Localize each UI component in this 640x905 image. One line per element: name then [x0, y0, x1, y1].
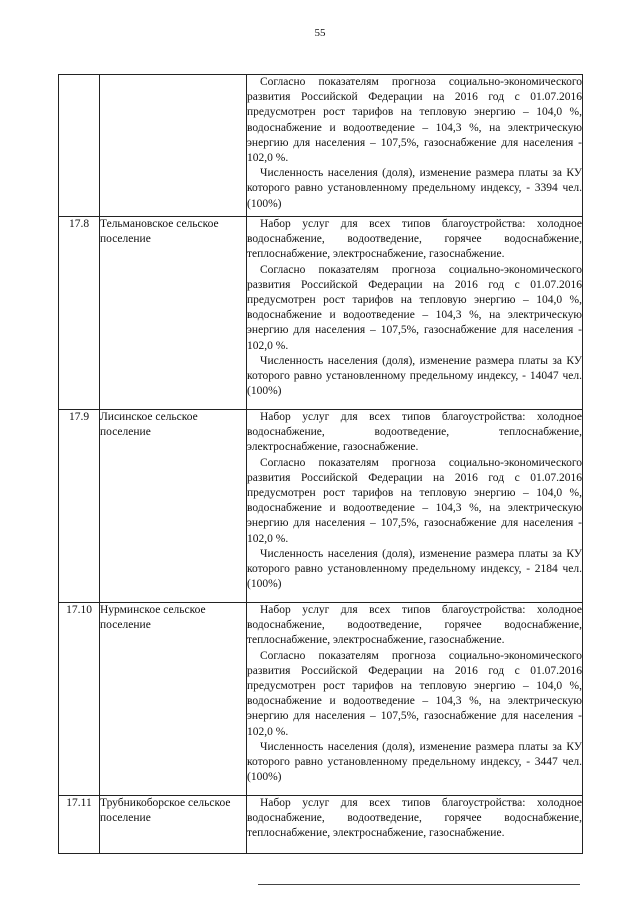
tariff-description: [247, 796, 583, 854]
tariff-description: [247, 603, 583, 796]
description-paragraph: Набор услуг для всех типов благоустройства: холодное водоснабжение, водоотведение, горячее водоснабжение, теплоснабжение, электроснабжение, газоснабжение.: [247, 218, 582, 261]
description-paragraph: Согласно показателям прогноза социально-экономического развития Российской Федерации на 2016 год с 01.07.2016 предусмотрен рост тарифов на тепловую энергию – 104,0 %, водоснабжение и водоотведение – 104,3 %, на электрическую энергию для населения – 107,5%, газоснабжение для населения - 102,0 %.: [247, 263, 582, 352]
table-row: [59, 796, 583, 854]
row-number: 17.10: [59, 603, 100, 796]
footer-rule: [258, 884, 580, 885]
row-number: [59, 75, 100, 217]
row-number: 17.9: [59, 410, 100, 603]
description-paragraph: Набор услуг для всех типов благоустройства: холодное водоснабжение, водоотведение, теплоснабжение, электроснабжение, газоснабжение.: [247, 411, 582, 454]
table-row: [59, 410, 583, 603]
settlement-name: [100, 75, 247, 217]
row-number: 17.11: [59, 796, 100, 854]
settlement-name: Нурминское сельское поселение: [100, 603, 247, 796]
settlement-name: Лисинское сельское поселение: [100, 410, 247, 603]
settlement-name: Тельмановское сельское поселение: [100, 217, 247, 410]
description-paragraph: Согласно показателям прогноза социально-экономического развития Российской Федерации на 2016 год с 01.07.2016 предусмотрен рост тарифов на тепловую энергию – 104,0 %, водоснабжение и водоотведение – 104,3 %, на электрическую энергию для населения – 107,5%, газоснабжение для населения - 102,0 %.: [247, 76, 582, 165]
table-row: [59, 75, 583, 217]
description-paragraph: Набор услуг для всех типов благоустройства: холодное водоснабжение, водоотведение, горячее водоснабжение, теплоснабжение, электроснабжение, газоснабжение.: [247, 604, 582, 647]
page-number: 55: [314, 27, 326, 39]
tariff-description: [247, 410, 583, 603]
description-paragraph: Набор услуг для всех типов благоустройства: холодное водоснабжение, водоотведение, горячее водоснабжение, теплоснабжение, электроснабжение, газоснабжение.: [247, 797, 582, 840]
description-paragraph: Численность населения (доля), изменение размера платы за КУ которого равно установленному предельному индексу, - 3394 чел. (100%): [247, 167, 582, 210]
description-paragraph: Численность населения (доля), изменение размера платы за КУ которого равно установленному предельному индексу, - 14047 чел. (100%): [247, 354, 582, 398]
tariff-table: [58, 74, 583, 854]
description-paragraph: Численность населения (доля), изменение размера платы за КУ которого равно установленному предельному индексу, - 3447 чел. (100%): [247, 740, 582, 784]
description-paragraph: Согласно показателям прогноза социально-экономического развития Российской Федерации на 2016 год с 01.07.2016 предусмотрен рост тарифов на тепловую энергию – 104,0 %, водоснабжение и водоотведение – 104,3 %, на электрическую энергию для населения – 107,5%, газоснабжение для населения - 102,0 %.: [247, 649, 582, 738]
tariff-description: [247, 75, 583, 217]
description-paragraph: Согласно показателям прогноза социально-экономического развития Российской Федерации на 2016 год с 01.07.2016 предусмотрен рост тарифов на тепловую энергию – 104,0 %, водоснабжение и водоотведение – 104,3 %, на электрическую энергию для населения – 107,5%, газоснабжение для населения - 102,0 %.: [247, 456, 582, 545]
tariff-description: [247, 217, 583, 410]
description-paragraph: Численность населения (доля), изменение размера платы за КУ которого равно установленному предельному индексу, - 2184 чел. (100%): [247, 547, 582, 591]
table-row: [59, 217, 583, 410]
row-number: 17.8: [59, 217, 100, 410]
table-row: [59, 603, 583, 796]
settlement-name: Трубникоборское сельское поселение: [100, 796, 247, 854]
